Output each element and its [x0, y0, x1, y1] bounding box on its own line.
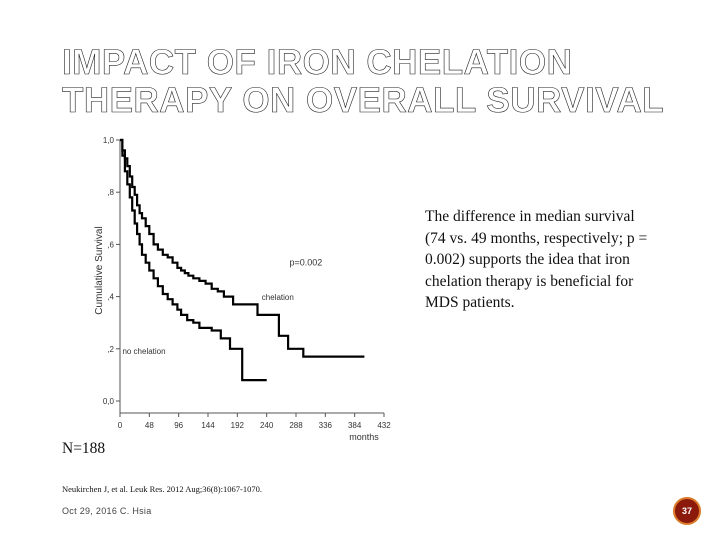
x-tick-label: 240	[259, 421, 274, 430]
sample-size-label: N=188	[62, 440, 106, 457]
x-tick-label: 96	[174, 421, 184, 430]
title-line-2: THERAPY ON OVERALL SURVIVAL	[62, 81, 665, 120]
x-tick-label: 288	[289, 421, 303, 430]
page-number: 37	[681, 506, 692, 516]
x-tick-label: 384	[347, 421, 362, 430]
x-tick-label: 144	[201, 421, 215, 430]
y-axis-title: Cumulative Survival	[94, 226, 105, 315]
citation-text: Neukirchen J, et al. Leuk Res. 2012 Aug;36(8):1067-1070.	[62, 484, 262, 494]
x-tick-label: 48	[144, 421, 154, 430]
series-line-chelation	[120, 140, 364, 357]
title-line-1: IMPACT OF IRON CHELATION	[62, 43, 573, 82]
x-tick-label: 432	[377, 421, 391, 430]
survival-chart	[88, 128, 398, 443]
y-tick-label: ,6	[107, 240, 114, 250]
slide-title	[62, 44, 702, 120]
p-value-annotation: p=0.002	[289, 257, 323, 268]
series-line-no-chelation	[120, 140, 267, 380]
series-label-chelation: chelation	[261, 292, 294, 302]
y-tick-label: ,2	[107, 344, 114, 354]
x-axis-title: months	[349, 432, 379, 442]
x-tick-label: 336	[318, 421, 333, 430]
description-text: The difference in median survival (74 vs. 49 months, respectively; p = 0.002) supports the idea that iron chelation therapy is beneficial for MDS patients.	[425, 208, 648, 311]
y-tick-label: 1,0	[102, 136, 114, 145]
y-tick-label: 0,0	[102, 397, 114, 406]
x-tick-label: 192	[230, 421, 245, 430]
page-number-badge	[673, 497, 701, 525]
footer-date: Oct 29, 2016 C. Hsia	[62, 506, 152, 516]
y-tick-label: ,8	[107, 188, 114, 198]
x-tick-label: 0	[117, 421, 123, 430]
y-tick-label: ,4	[107, 292, 114, 302]
series-label-no-chelation: no chelation	[122, 347, 166, 357]
